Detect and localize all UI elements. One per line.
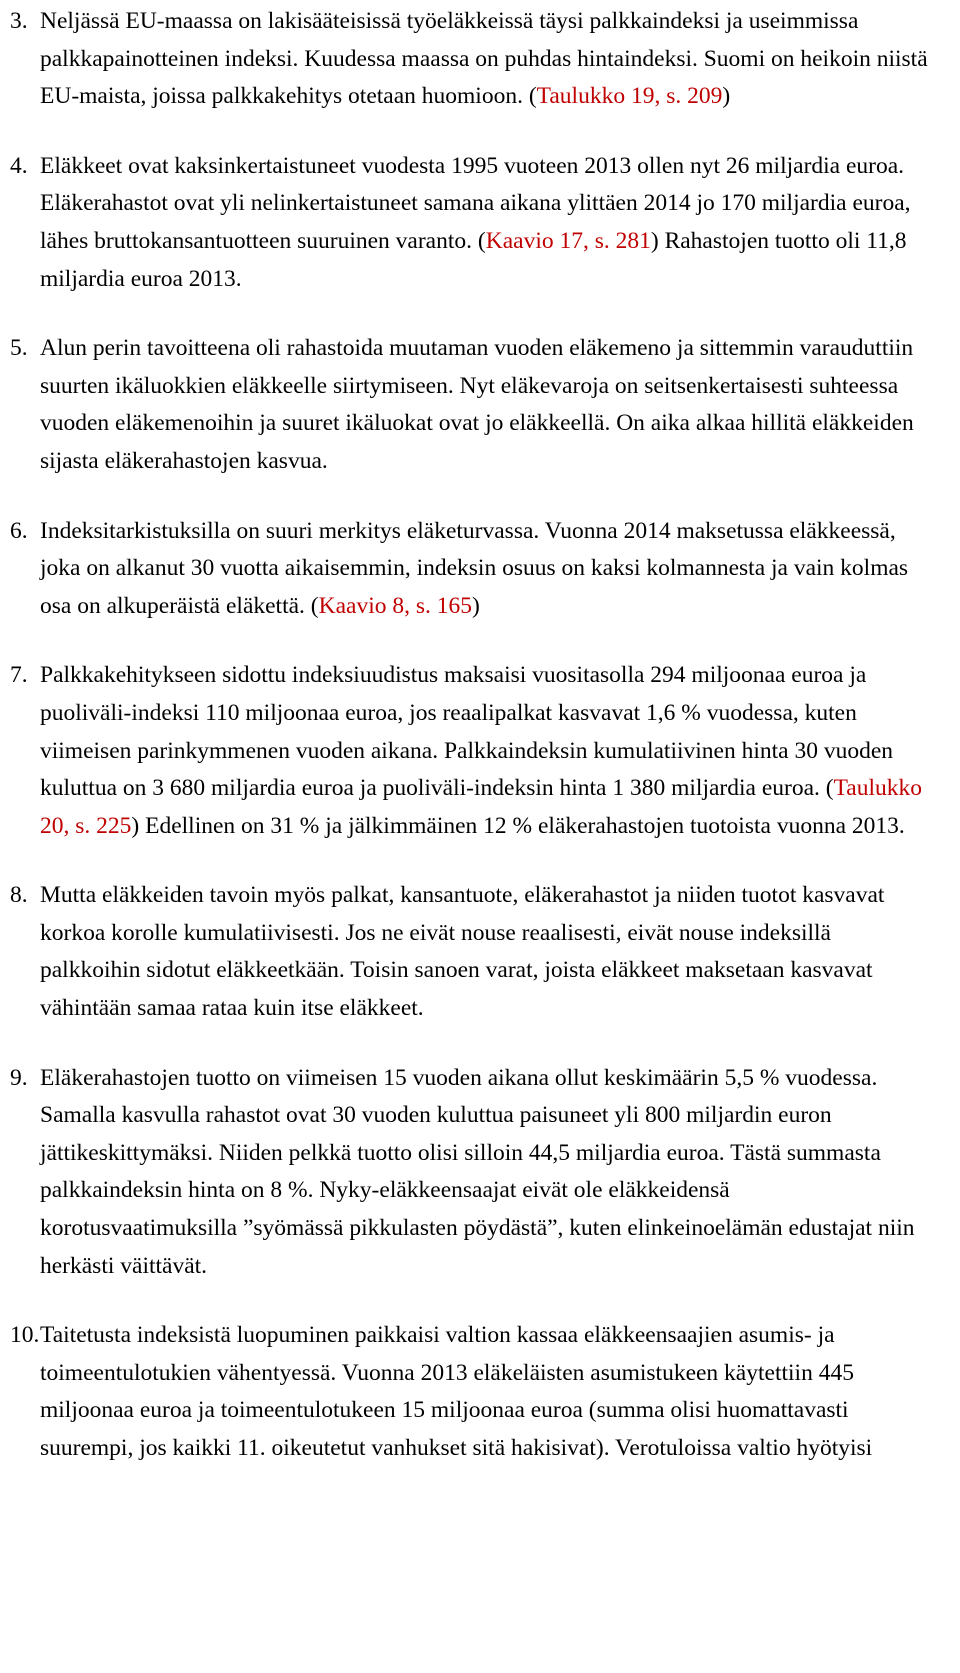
text-segment: Eläkkeet ovat kaksinkertaistuneet vuodesta 1995 vuoteen 2013 ollen nyt 26 miljardia euroa. Eläkerahastot ovat yli nelinkertaistuneet samana aikana ylittäen 2014 jo 170 miljardia euroa, lähes bruttokansantuotteen suuruinen varanto. ( — [40, 152, 911, 254]
item-text — [40, 3, 930, 116]
item-number: 5. — [10, 335, 28, 362]
item-text — [40, 1317, 930, 1467]
item-text — [40, 877, 930, 1027]
text-segment: ) Edellinen on 31 % ja jälkimmäinen 12 % eläkerahastojen tuotoista vuonna 2013. — [131, 812, 905, 839]
text-segment: Alun perin tavoitteena oli rahastoida muutaman vuoden eläkemeno ja sittemmin varauduttiin suurten ikäluokkien eläkkeelle siirtymiseen. Nyt eläkevaroja on seitsenkertaisesti suhteessa vuoden eläkemenoihin ja suuret ikäluokat ovat jo eläkkeellä. On aika alkaa hillitä eläkkeiden sijasta eläkerahastojen kasvua. — [40, 335, 914, 474]
text-segment: Mutta eläkkeiden tavoin myös palkat, kansantuote, eläkerahastot ja niiden tuotot kasvavat korkoa korolle kumulatiivisesti. Jos ne eivät nouse reaalisesti, eivät nouse indeksillä palkkoihin sidotut eläkkeetkään. Toisin sanoen varat, joista eläkkeet maksetaan kasvavat vähintään samaa rataa kuin itse eläkkeet. — [40, 882, 885, 1022]
list-item — [10, 1317, 930, 1467]
item-number: 3. — [10, 8, 28, 34]
numbered-list — [10, 3, 930, 1468]
item-number: 4. — [10, 152, 28, 179]
reference-link[interactable]: Kaavio 8, s. 165 — [318, 592, 473, 619]
reference-link[interactable]: Kaavio 17, s. 281 — [485, 227, 651, 254]
text-segment: Indeksitarkistuksilla on suuri merkitys eläketurvassa. Vuonna 2014 maksetussa eläkkeessä, joka on alkanut 30 vuotta aikaisemmin, indeksin osuus on kaksi kolmannesta ja vain kolmas osa on alkuperäistä eläkettä. ( — [40, 517, 909, 619]
item-text — [40, 148, 930, 298]
item-number: 10. — [10, 1322, 40, 1349]
text-segment: Eläkerahastojen tuotto on viimeisen 15 vuoden aikana ollut keskimäärin 5,5 % vuodessa. Samalla kasvulla rahastot ovat 30 vuoden kuluttua paisuneet yli 800 miljardin euron jättikeskittymäksi. Niiden pelkkä tuotto olisi silloin 44,5 miljardia euroa. Tästä summasta palkkaindeksin hinta on 8 %. Nyky-eläkkeensaajat eivät ole eläkkeidensä korotusvaatimuksilla ”syömässä pikkulasten pöydästä”, kuten elinkeinoelämän edustajat niin herkästi väittävät. — [40, 1064, 915, 1279]
item-text — [40, 330, 930, 480]
list-item — [10, 3, 930, 116]
text-segment: ) — [472, 592, 480, 619]
list-item — [10, 657, 930, 845]
text-segment: ) Rahastojen tuotto oli 11,8 miljardia euroa 2013. — [40, 227, 907, 292]
item-text — [40, 513, 930, 626]
list-item — [10, 513, 930, 626]
list-item — [10, 1060, 930, 1286]
text-segment: ) — [722, 83, 731, 110]
text-segment: Palkkakehitykseen sidottu indeksiuudistus maksaisi vuositasolla 294 miljoonaa euroa ja puoliväli-indeksi 110 miljoonaa euroa, jos reaalipalkat kasvavat 1,6 % vuodessa, kuten viimeisen parinkymmenen vuoden aikana. Palkkaindeksin kumulatiivinen hinta 30 vuoden kuluttua on 3 680 miljardia euroa ja puoliväli-indeksin hinta 1 380 miljardia euroa. ( — [40, 662, 893, 802]
list-item — [10, 877, 930, 1027]
text-segment: Neljässä EU-maassa on lakisääteisissä työeläkkeissä täysi palkkaindeksi ja useimmissa palkkapainotteinen indeksi. Kuudessa maassa on puhdas hintaindeksi. Suomi on heikoin niistä EU-maista, joissa palkkakehitys otetaan huomioon. ( — [40, 8, 928, 110]
list-item — [10, 330, 930, 480]
list-item — [10, 148, 930, 298]
reference-link[interactable]: Taulukko 20, s. 225 — [40, 775, 923, 839]
text-segment: Taitetusta indeksistä luopuminen paikkaisi valtion kassaa eläkkeensaajien asumis- ja toimeentulotukien vähentyessä. Vuonna 2013 eläkeläisten asumistukeen käytettiin 445 miljoonaa euroa ja toimeentulotukeen 15 miljoonaa euroa (summa olisi huomattavasti suurempi, jos kaikki 11. oikeutetut vanhukset sitä hakisivat). Verotuloissa valtio hyötyisi — [40, 1322, 873, 1461]
reference-link[interactable]: Taulukko 19, s. 209 — [536, 83, 723, 110]
item-text — [40, 1060, 930, 1286]
item-number: 8. — [10, 882, 28, 909]
item-number: 9. — [10, 1064, 28, 1091]
item-text — [40, 657, 930, 845]
item-number: 6. — [10, 517, 28, 544]
item-number: 7. — [10, 662, 28, 689]
